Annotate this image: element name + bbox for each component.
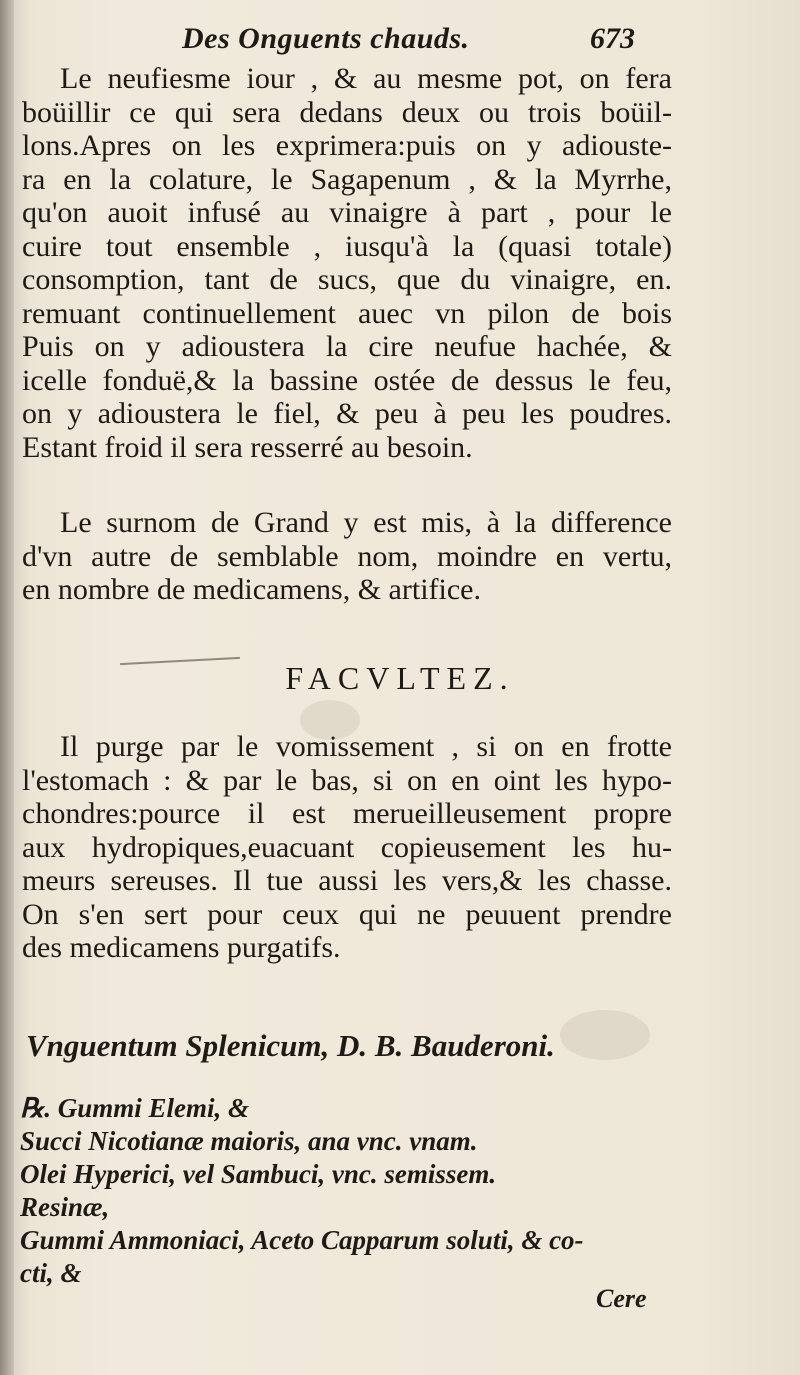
text-line: remuant continuellement auec vn pilon de bois: [22, 296, 672, 330]
text-line: qu'on auoit infusé au vinaigre à part , pour le: [22, 196, 672, 229]
paragraph-surname: [22, 506, 672, 607]
paragraph-faculties: [22, 730, 672, 965]
section-heading: FACVLTEZ.: [285, 660, 515, 696]
recipe-line: ℞. Gummi Elemi, &: [20, 1093, 249, 1123]
text-line: Le neufiesme iour , & au mesme pot, on fera: [60, 62, 672, 95]
catchword: Cere: [596, 1284, 647, 1313]
text-line: meurs sereuses. Il tue aussi les vers,& les chasse.: [22, 864, 672, 897]
recipe-line: Resinæ,: [20, 1192, 110, 1222]
text-line: chondres:pource il est merueilleusement propre: [22, 797, 672, 830]
running-head: Des Onguents chauds.: [182, 22, 470, 55]
text-line: ra en la colature, le Sagapenum , & la Myrrhe,: [22, 162, 672, 196]
text-line: des medicamens purgatifs.: [22, 931, 341, 964]
text-line: boüillir ce qui sera dedans deux ou trois boüil-: [22, 95, 672, 129]
text-line: cuire tout ensemble , iusqu'à la (quasi totale): [22, 229, 672, 263]
text-line: lons.Apres on les exprimera:puis on y adiouste-: [22, 129, 672, 162]
recipe-line: cti, &: [20, 1258, 82, 1288]
page-number: 673: [590, 22, 635, 55]
recipe-line: Olei Hyperici, vel Sambuci, vnc. semissem.: [20, 1159, 497, 1189]
text-line: en nombre de medicamens, & artifice.: [22, 573, 481, 606]
text-line: Estant froid il sera resserré au besoin.: [22, 430, 473, 464]
text-line: aux hydropiques,euacuant copieusement les hu-: [22, 830, 672, 864]
paragraph-preparation: [22, 62, 672, 464]
text-line: consomption, tant de sucs, que du vinaigre, en.: [22, 263, 672, 296]
text-line: Le surnom de Grand y est mis, à la difference: [60, 506, 672, 539]
recipe-title: Vnguentum Splenicum, D. B. Bauderoni.: [26, 1028, 555, 1063]
text-line: Il purge par le vomissement , si on en frotte: [60, 730, 672, 763]
recipe-line: Gummi Ammoniaci, Aceto Capparum soluti, & co-: [20, 1225, 584, 1255]
text-line: on y adioustera le fiel, & peu à peu les poudres.: [22, 397, 672, 430]
text-line: icelle fonduë,& la bassine ostée de dessus le feu,: [22, 363, 672, 397]
page-header: [0, 14, 800, 64]
recipe-line: Succi Nicotianæ maioris, ana vnc. vnam.: [20, 1126, 478, 1156]
text-line: l'estomach : & par le bas, si on en oint les hypo-: [22, 763, 672, 797]
text-line: Puis on y adioustera la cire neufue hachée, &: [22, 330, 672, 363]
text-line: On s'en sert pour ceux qui ne peuuent prendre: [22, 897, 672, 931]
recipe-ingredients: [20, 1092, 670, 1290]
text-line: d'vn autre de semblable nom, moindre en vertu,: [22, 539, 672, 573]
